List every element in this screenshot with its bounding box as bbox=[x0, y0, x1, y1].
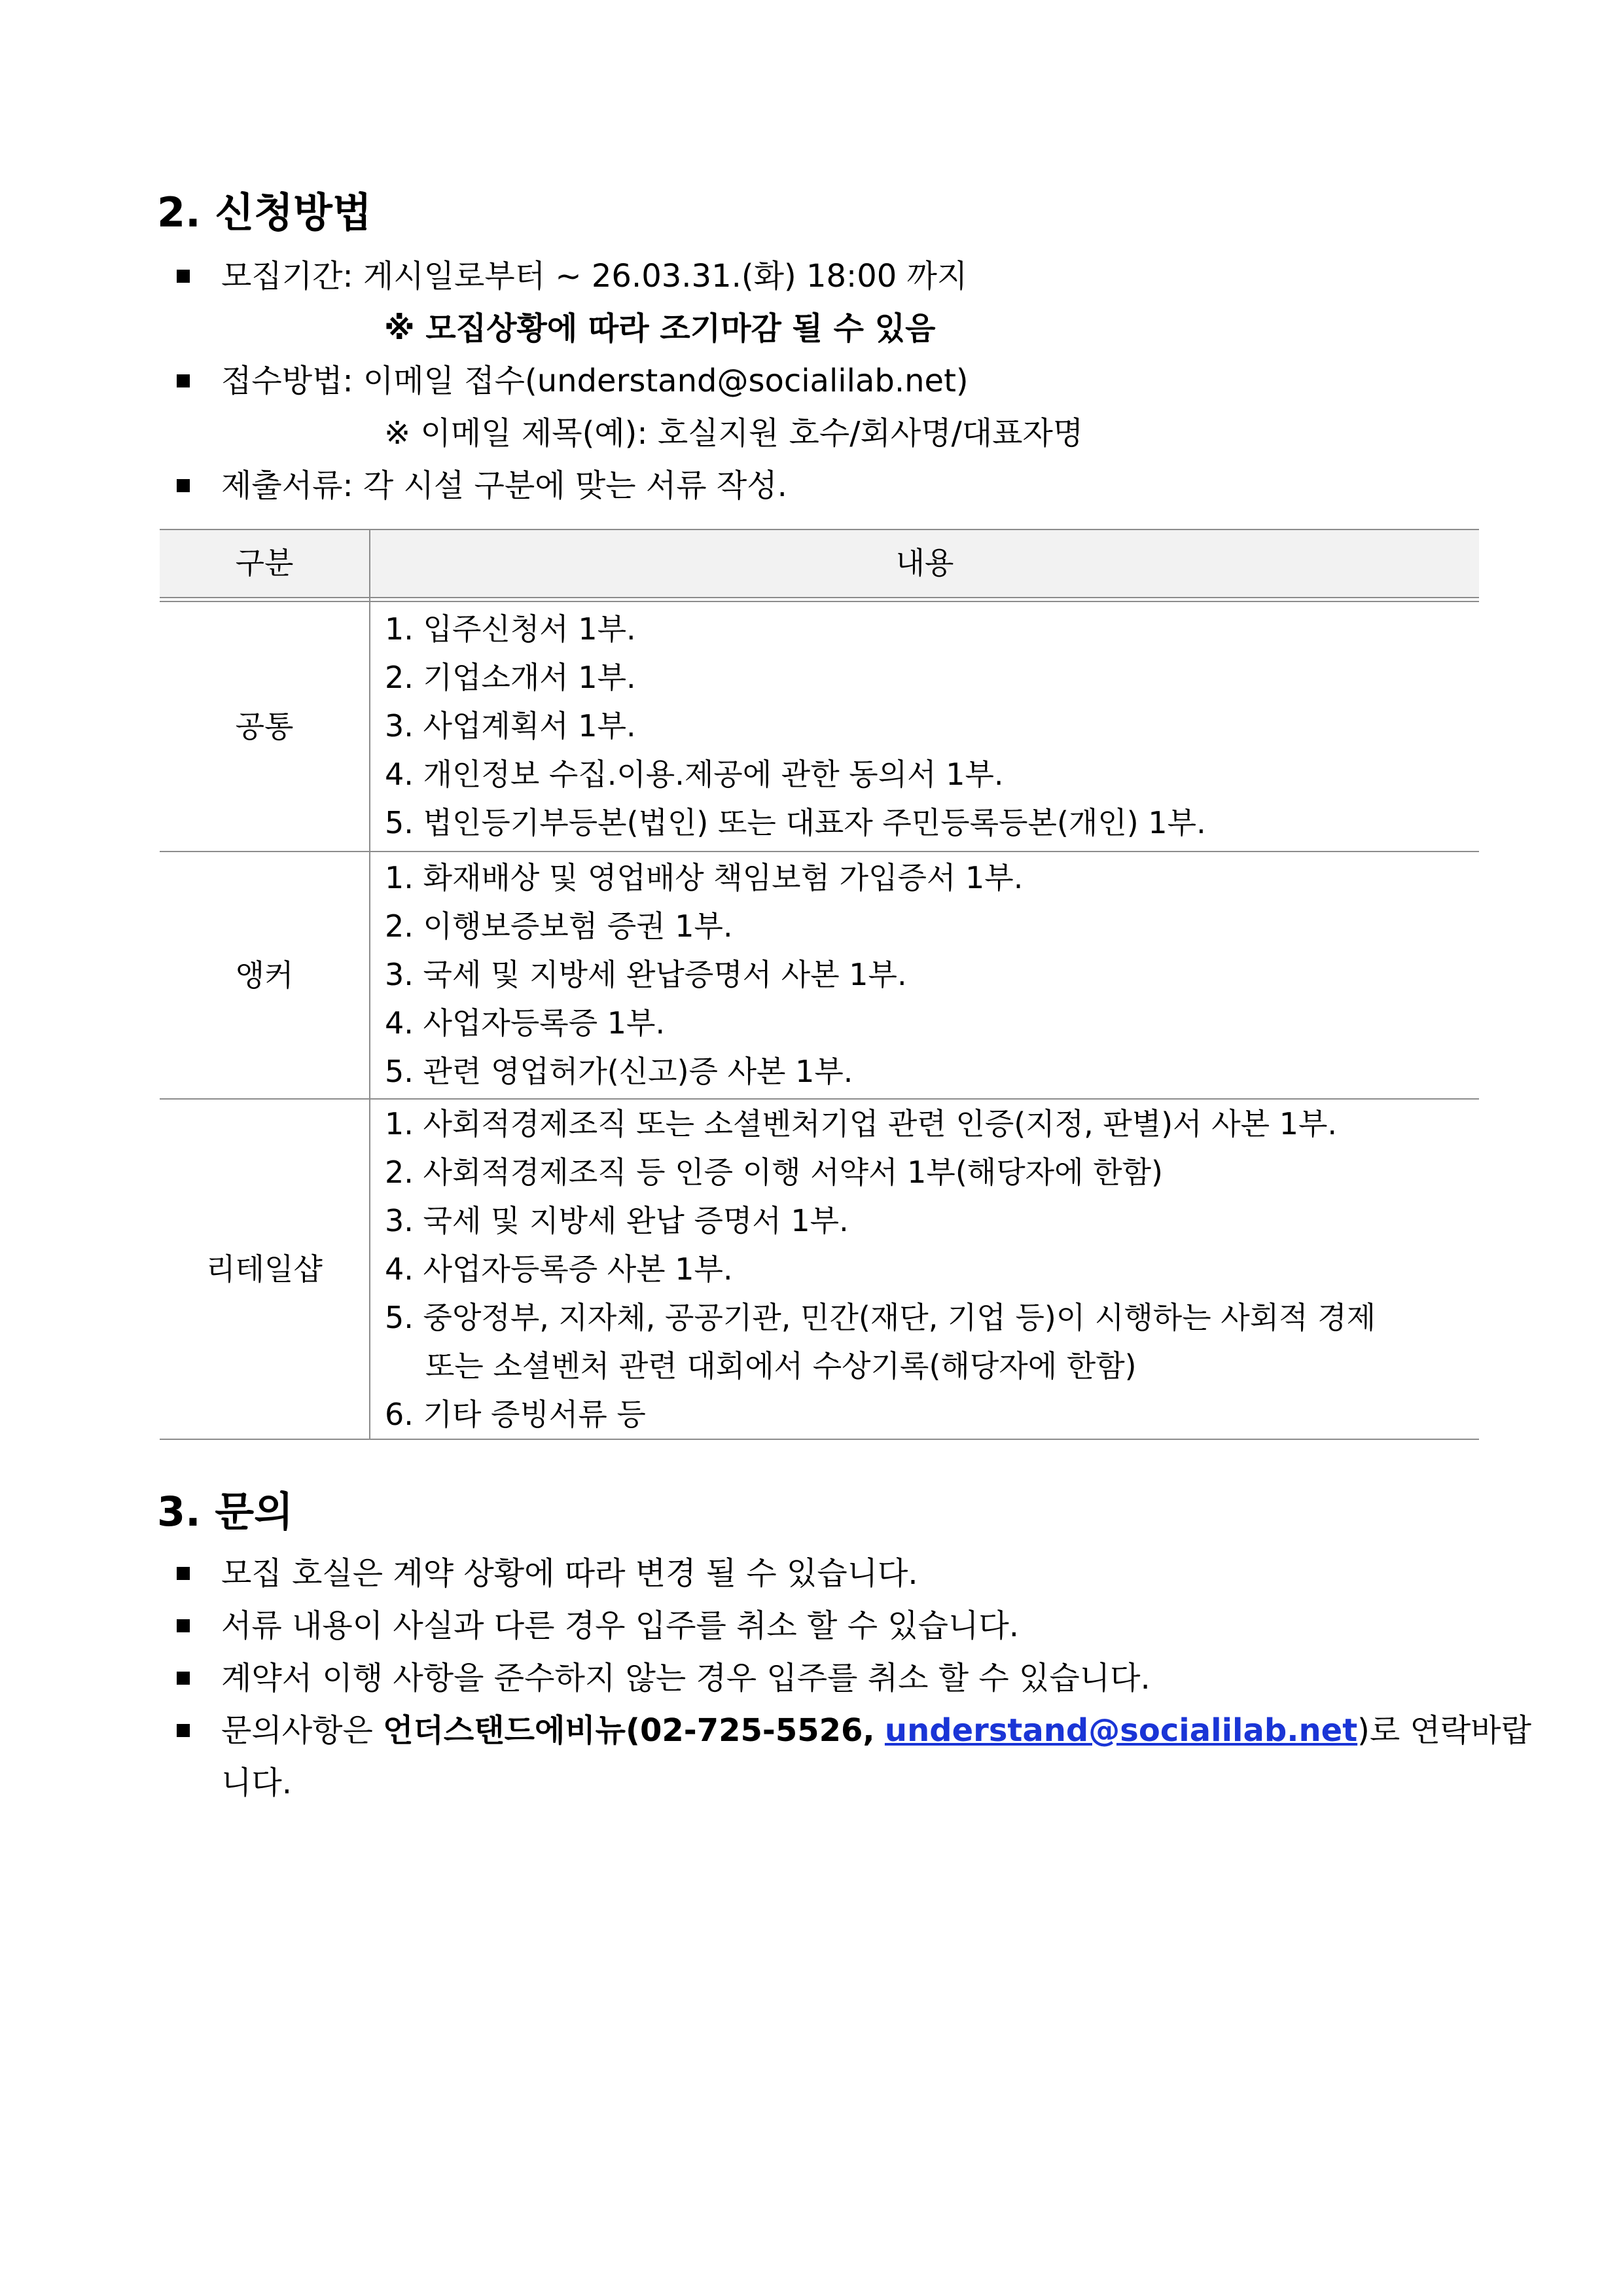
list-item: 6. 기타 증빙서류 등 bbox=[385, 1397, 646, 1432]
square-bullet-icon bbox=[177, 1672, 190, 1685]
list-item: 1. 입주신청서 1부. bbox=[385, 611, 636, 647]
column-divider bbox=[369, 529, 370, 1440]
contact-org-phone: 언더스탠드에비뉴(02-725-5526, bbox=[383, 1712, 875, 1749]
list-item-continuation: 또는 소셜벤처 관련 대회에서 수상기록(해당자에 한함) bbox=[425, 1348, 1137, 1384]
inquiry-text: 서류 내용이 사실과 다른 경우 입주를 취소 할 수 있습니다. bbox=[221, 1607, 1020, 1644]
row-items-common bbox=[385, 605, 1206, 847]
contact-prefix: 문의사항은 bbox=[221, 1712, 373, 1749]
inquiry-text: 모집 호실은 계약 상황에 따라 변경 될 수 있습니다. bbox=[221, 1555, 918, 1592]
section2-title: 2. 신청방법 bbox=[157, 188, 372, 236]
email-subject-note: ※ 이메일 제목(예): 호실지원 호수/회사명/대표자명 bbox=[384, 415, 1084, 452]
square-bullet-icon bbox=[177, 479, 190, 492]
contact-suffix: )로 연락바랍 bbox=[1357, 1712, 1531, 1749]
square-bullet-icon bbox=[177, 374, 190, 387]
list-item: 3. 국세 및 지방세 완납증명서 사본 1부. bbox=[385, 957, 907, 992]
row-category-retail: 리테일샵 bbox=[206, 1251, 323, 1287]
list-item: 5. 관련 영업허가(신고)증 사본 1부. bbox=[385, 1054, 853, 1089]
list-item: 4. 사업자등록증 1부. bbox=[385, 1005, 666, 1041]
table-bottom-border bbox=[160, 1439, 1479, 1440]
square-bullet-icon bbox=[177, 1724, 190, 1737]
header-category: 구분 bbox=[235, 545, 294, 581]
list-item: 2. 사회적경제조직 등 인증 이행 서약서 1부(해당자에 한함) bbox=[385, 1155, 1163, 1190]
list-item: 2. 이행보증보험 증권 1부. bbox=[385, 908, 733, 944]
row-items-retail bbox=[385, 1100, 1376, 1439]
list-item: 1. 사회적경제조직 또는 소셜벤처기업 관련 인증(지정, 판별)서 사본 1부. bbox=[385, 1106, 1338, 1141]
early-close-note: ※ 모집상황에 따라 조기마감 될 수 있음 bbox=[384, 310, 936, 347]
bullet-value: 각 시설 구분에 맞는 서류 작성. bbox=[363, 467, 787, 504]
bullet-value: 게시일로부터 ~ 26.03.31.(화) 18:00 까지 bbox=[363, 258, 968, 295]
list-item: 5. 법인등기부등본(법인) 또는 대표자 주민등록등본(개인) 1부. bbox=[385, 805, 1206, 840]
inquiry-text: 계약서 이행 사항을 준수하지 않는 경우 입주를 취소 할 수 있습니다. bbox=[221, 1660, 1150, 1696]
list-item: 2. 기업소개서 1부. bbox=[385, 660, 636, 695]
bullet-label: 제출서류: bbox=[221, 467, 353, 504]
square-bullet-icon bbox=[177, 1567, 190, 1580]
list-item: 3. 국세 및 지방세 완납 증명서 1부. bbox=[385, 1203, 849, 1238]
list-item: 1. 화재배상 및 영업배상 책임보험 가입증서 1부. bbox=[385, 860, 1024, 895]
table-header-row bbox=[160, 529, 1479, 597]
bullet-label: 모집기간: bbox=[221, 258, 353, 295]
header-double-rule bbox=[160, 597, 1479, 598]
bullet-value: 이메일 접수(understand@socialilab.net) bbox=[363, 363, 969, 399]
documents-table bbox=[160, 529, 1479, 1440]
list-item: 5. 중앙정부, 지자체, 공공기관, 민간(재단, 기업 등)이 시행하는 사회적 경제 bbox=[385, 1300, 1376, 1335]
list-item: 3. 사업계획서 1부. bbox=[385, 708, 636, 744]
row-category-common: 공통 bbox=[235, 709, 294, 744]
section3-title: 3. 문의 bbox=[157, 1488, 294, 1535]
square-bullet-icon bbox=[177, 1619, 190, 1632]
row-items-anchor bbox=[385, 853, 1023, 1096]
bullet-label: 접수방법: bbox=[221, 363, 353, 399]
contact-email-link[interactable]: understand@socialilab.net bbox=[884, 1712, 1358, 1749]
contact-wrap-text: 니다. bbox=[221, 1765, 292, 1801]
header-content: 내용 bbox=[895, 545, 954, 581]
square-bullet-icon bbox=[177, 270, 190, 283]
list-item: 4. 사업자등록증 사본 1부. bbox=[385, 1251, 733, 1287]
row-category-anchor: 앵커 bbox=[235, 958, 294, 993]
table-top-border bbox=[160, 529, 1479, 530]
list-item: 4. 개인정보 수집.이용.제공에 관한 동의서 1부. bbox=[385, 757, 1004, 792]
